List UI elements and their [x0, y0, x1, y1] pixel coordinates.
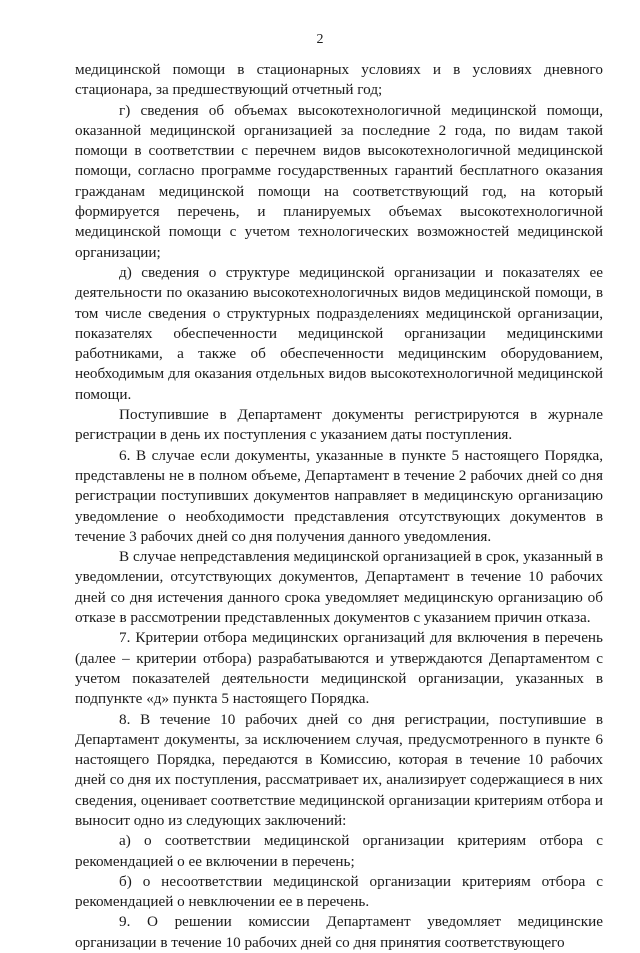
- paragraph-clause-9: 9. О решении комиссии Департамент уведомляет медицинские организации в течение 10 рабочих дней со дня принятия соответствующего: [75, 913, 603, 951]
- page-number: 2: [316, 32, 324, 47]
- paragraph-clause-6-refusal: В случае непредставления медицинской организацией в срок, указанный в уведомлении, отсутствующих документов, Департамент в течение 10 рабочих дней со дня истечения данного срока уведомляет медицинскую организацию об отказе в рассмотрении представленных документов с указанием причин отказа.: [75, 548, 603, 627]
- paragraph-clause-7: 7. Критерии отбора медицинских организаций для включения в перечень (далее – критерии отбора) разрабатываются и утверждаются Департаментом с учетом показателей деятельности медицинской организации, указанных в подпункте «д» пункта 5 настоящего Порядка.: [75, 629, 603, 708]
- paragraph-clause-6: 6. В случае если документы, указанные в пункте 5 настоящего Порядка, представлены не в полном объеме, Департамент в течение 2 рабочих дней со дня регистрации поступивших документов направляет в медицинскую организацию уведомление о необходимости представления отсутствующих документов в течение 3 рабочих дней со дня получения данного уведомления.: [75, 446, 603, 545]
- paragraph-continuation: медицинской помощи в стационарных условиях и в условиях дневного стационара, за предшествующий отчетный год;: [75, 61, 603, 99]
- paragraph-item-d: д) сведения о структуре медицинской организации и показателях ее деятельности по оказанию высокотехнологичных видов медицинской помощи, в том числе сведения о структурных подразделениях медицинской организации, показателях обеспеченности медицинской организации медицинскими работниками, а также об обеспеченности медицинским оборудованием, необходимым для оказания отдельных видов высокотехнологичной медицинской помощи.: [75, 263, 603, 403]
- paragraph-registration: Поступившие в Департамент документы регистрируются в журнале регистрации в день их поступления с указанием даты поступления.: [75, 406, 603, 444]
- paragraph-clause-8: 8. В течение 10 рабочих дней со дня регистрации, поступившие в Департамент документы, за исключением случая, предусмотренного в пункте 6 настоящего Порядка, передаются в Комиссию, которая в течение 10 рабочих дней со дня их поступления, рассматривает их, анализирует содержащиеся в них сведения, оценивает соответствие медицинской организации критериям отбора и выносит одно из следующих заключений:: [75, 710, 603, 829]
- document-body: [75, 60, 603, 953]
- paragraph-item-g: г) сведения об объемах высокотехнологичной медицинской помощи, оказанной медицинской организацией за последние 2 года, по видам такой помощи в соответствии с перечнем видов высокотехнологичной медицинской помощи, согласно программе государственных гарантий бесплатного оказания гражданам медицинской помощи на соответствующий год, на который формируется перечень, и планируемых объемах высокотехнологичной медицинской помощи с учетом технологических возможностей медицинской организации;: [75, 101, 603, 261]
- paragraph-item-b: б) о несоответствии медицинской организации критериям отбора с рекомендацией о невключении ее в перечень.: [75, 872, 603, 911]
- paragraph-item-a: а) о соответствии медицинской организации критериям отбора с рекомендацией о ее включении в перечень;: [75, 832, 603, 870]
